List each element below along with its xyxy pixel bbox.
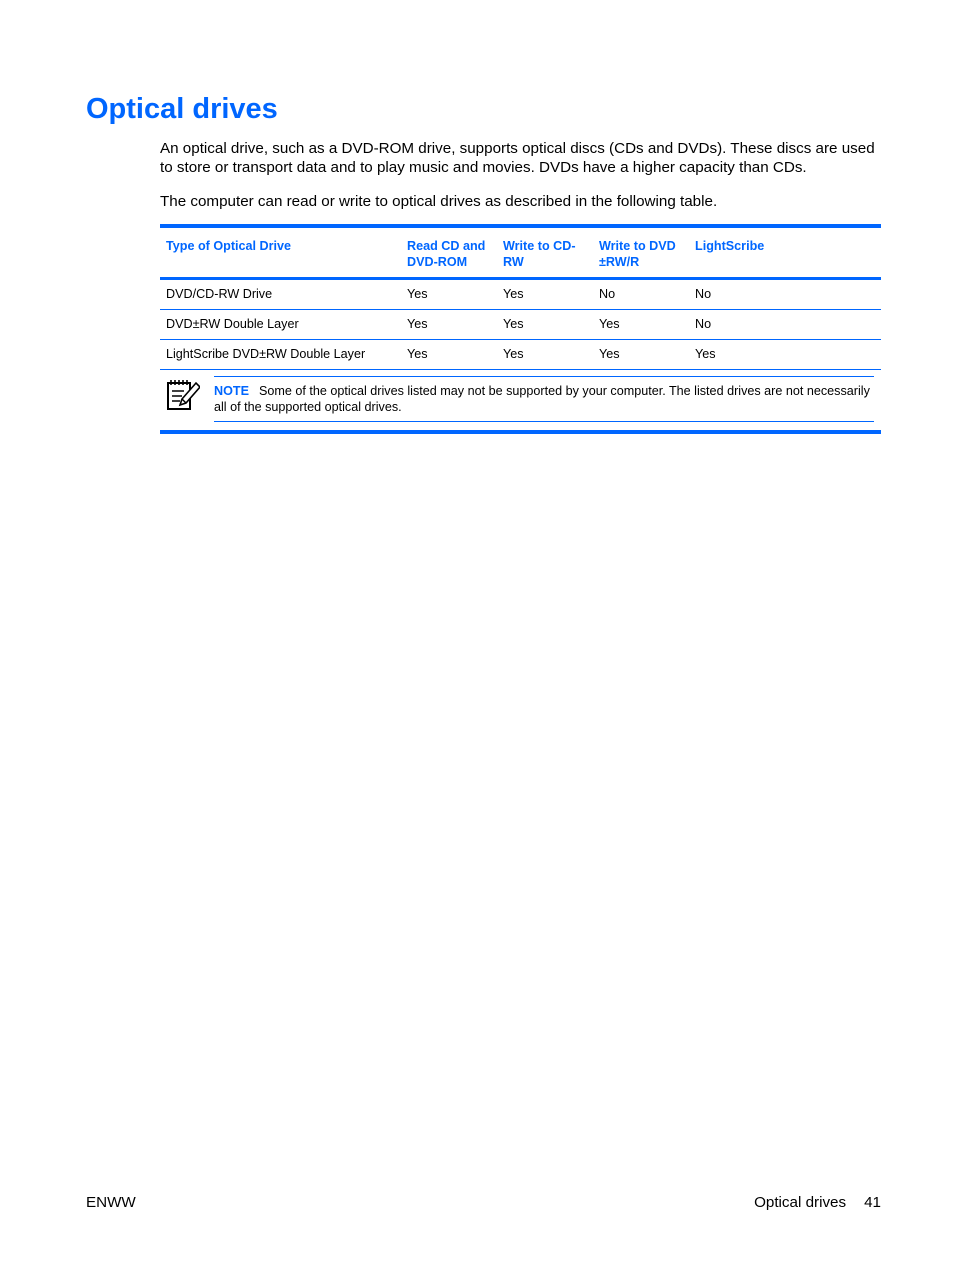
table-cell: Yes [593, 309, 689, 339]
footer-right [754, 1193, 881, 1212]
table-row [160, 309, 881, 339]
footer-section-title: Optical drives [754, 1194, 847, 1211]
table-cell: Yes [401, 339, 497, 369]
header-lightscribe: LightScribe [689, 226, 881, 278]
table-cell: No [689, 309, 881, 339]
note-box [160, 370, 881, 434]
table-cell: DVD±RW Double Layer [160, 309, 401, 339]
table-cell: No [689, 278, 881, 309]
intro-paragraph: An optical drive, such as a DVD-ROM drive, supports optical discs (CDs and DVDs). These discs are used to store or transport data and to play music and movies. DVDs have a higher capacity than CDs. [160, 140, 875, 176]
table-cell: DVD/CD-RW Drive [160, 278, 401, 309]
header-drive-type: Type of Optical Drive [160, 226, 401, 278]
table-cell: Yes [497, 278, 593, 309]
table-header-row [160, 226, 881, 278]
page-title: Optical drives [86, 93, 278, 125]
table-cell: Yes [689, 339, 881, 369]
optical-drives-table-section [160, 224, 881, 434]
table-cell: Yes [497, 309, 593, 339]
page-number: 41 [864, 1194, 881, 1211]
table-intro-paragraph: The computer can read or write to optical drives as described in the following table. [160, 193, 718, 210]
note-content [214, 376, 874, 422]
table-cell: Yes [401, 278, 497, 309]
note-icon [166, 378, 200, 412]
note-text: Some of the optical drives listed may not be supported by your computer. The listed drives are not necessarily all of the supported optical drives. [214, 383, 870, 414]
optical-drives-table [160, 224, 881, 370]
table-cell: Yes [593, 339, 689, 369]
table-cell: Yes [401, 309, 497, 339]
header-read-cd-dvd-rom: Read CD and DVD-ROM [401, 226, 497, 278]
footer-left-label: ENWW [86, 1194, 136, 1211]
header-write-dvd-rw-r: Write to DVD ±RW/R [593, 226, 689, 278]
header-write-cd-rw: Write to CD-RW [497, 226, 593, 278]
table-row [160, 278, 881, 309]
note-label: NOTE [214, 383, 249, 398]
table-row [160, 339, 881, 369]
table-cell: LightScribe DVD±RW Double Layer [160, 339, 401, 369]
table-cell: Yes [497, 339, 593, 369]
table-cell: No [593, 278, 689, 309]
